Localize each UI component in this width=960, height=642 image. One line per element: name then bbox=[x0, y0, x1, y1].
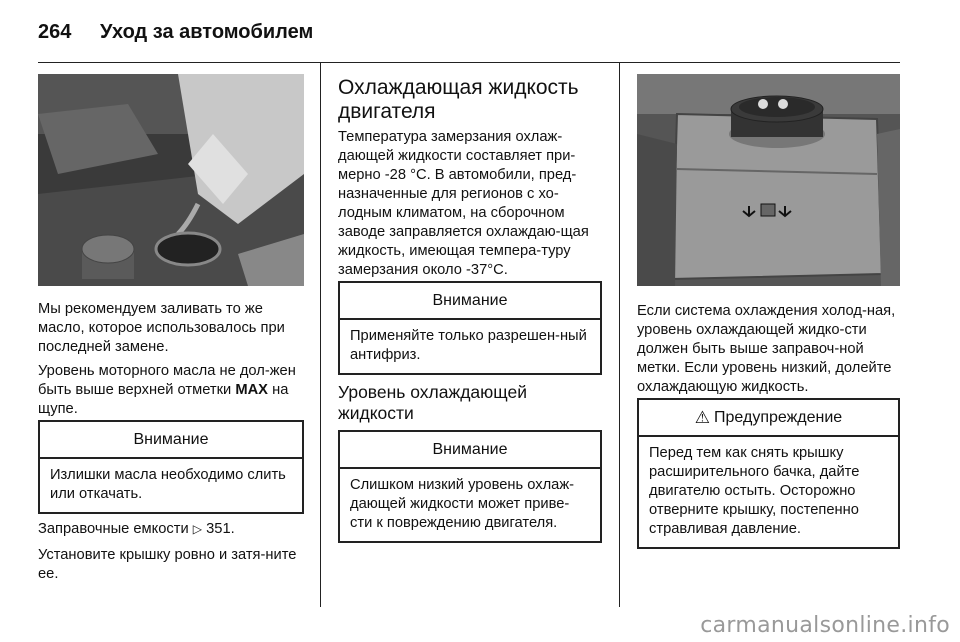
notice-title: Внимание bbox=[40, 422, 302, 459]
page-header bbox=[38, 12, 313, 52]
warning-title-text: Предупреждение bbox=[714, 408, 843, 426]
page-title: Уход за автомобилем bbox=[100, 20, 314, 43]
notice-box bbox=[38, 420, 304, 514]
warning-box bbox=[637, 398, 900, 549]
paragraph-tail: на щупе. bbox=[38, 382, 289, 417]
subsection-heading: Уровень охлаждающей жидкости bbox=[338, 382, 527, 423]
paragraph: Установите крышку ровно и затя-ните ее. bbox=[38, 547, 297, 582]
notice-body: Излишки масла необходимо слить или откачать. bbox=[50, 467, 286, 502]
page-reference-icon: ▷ bbox=[192, 522, 203, 536]
notice-title: Внимание bbox=[340, 283, 600, 320]
notice-box bbox=[338, 281, 602, 375]
warning-body: Перед тем как снять крышку расширительного бачка, дайте двигателю остыть. Осторожно отверните крышку, постепенно стравливая давление. bbox=[649, 445, 860, 537]
paragraph-text: Заправочные емкости bbox=[38, 521, 189, 537]
paragraph-text: Уровень моторного масла не дол-жен быть выше верхней отметки bbox=[38, 363, 296, 398]
column-separator bbox=[320, 62, 321, 607]
column-separator bbox=[619, 62, 620, 607]
notice-title: Внимание bbox=[340, 432, 600, 469]
notice-box bbox=[338, 430, 602, 543]
section-heading: Охлаждающая жидкость двигателя bbox=[338, 76, 579, 123]
notice-body: Слишком низкий уровень охлаж-дающей жидкости может приве-сти к повреждению двигателя. bbox=[350, 477, 575, 531]
watermark: carmanualsonline.info bbox=[700, 613, 950, 638]
paragraph: Температура замерзания охлаж-дающей жидкости составляет при-мерно -28 °C. В автомобили, пред-назначенные для регионов с хо-лодным климатом, на сборочном заводе заправляется охлаждаю-щая жидкость, имеющая темпера-туру замерзания около -37°C. bbox=[338, 129, 589, 278]
max-mark: MAX bbox=[235, 382, 268, 398]
paragraph bbox=[38, 520, 304, 539]
page-number: 264 bbox=[38, 20, 72, 43]
page-reference[interactable]: 351. bbox=[206, 521, 235, 537]
header-rule bbox=[38, 62, 900, 63]
notice-body: Применяйте только разрешен-ный антифриз. bbox=[350, 328, 587, 363]
paragraph: Мы рекомендуем заливать то же масло, которое использовалось при последней замене. bbox=[38, 301, 285, 355]
paragraph: Если система охлаждения холод-ная, уровень охлаждающей жидко-сти должен быть выше заправоч-ной метки. Если уровень низкий, долейте охлаждающую жидкость. bbox=[637, 303, 896, 395]
warning-title bbox=[639, 400, 898, 437]
coolant-reservoir-photo bbox=[637, 74, 900, 286]
paragraph bbox=[38, 362, 304, 419]
warning-triangle-icon: ⚠ bbox=[694, 407, 711, 427]
oil-filling-photo bbox=[38, 74, 304, 286]
